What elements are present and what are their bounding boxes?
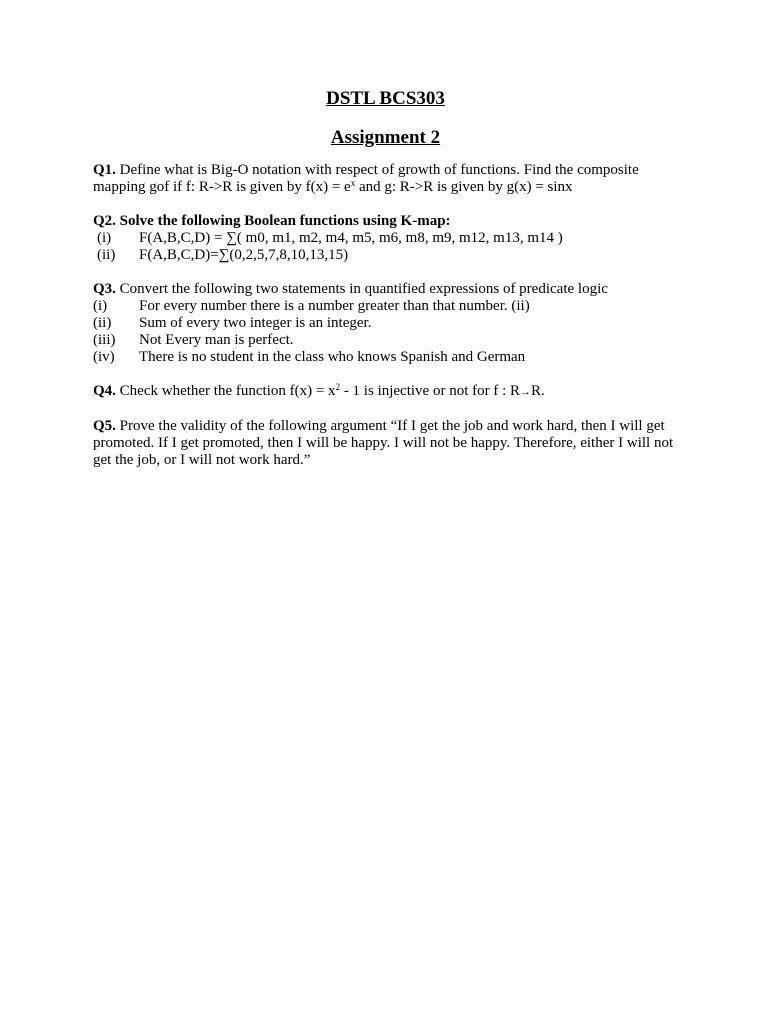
question-5-label: Q5. (93, 418, 116, 434)
question-4-label: Q4. (93, 383, 116, 399)
question-1-body-a: Define what is Big-O notation with respect of growth of functions. Find the composite mapping gof if f: R->R is given by f(x) = e (93, 162, 639, 195)
question-3-text (93, 281, 678, 298)
question-2-item (93, 247, 678, 264)
question-3-item (93, 298, 678, 315)
question-2 (93, 213, 678, 264)
question-4 (93, 383, 678, 401)
question-4-body-a: Check whether the function f(x) = x (115, 383, 336, 399)
question-5 (93, 418, 678, 469)
question-1-label: Q1. (93, 162, 116, 178)
question-3-label: Q3. (93, 281, 116, 297)
assignment-title: Assignment 2 (330, 127, 441, 148)
question-3-item (93, 315, 678, 332)
question-5-text (93, 418, 678, 469)
question-1-body-b: and g: R->R is given by g(x) = sinx (355, 179, 573, 195)
question-2-item (93, 230, 678, 247)
question-1-text (93, 162, 678, 196)
item-text: F(A,B,C,D) = ∑( m0, m1, m2, m4, m5, m6, m8, m9, m12, m13, m14 ) (139, 230, 563, 246)
item-text: There is no student in the class who knows Spanish and German (139, 349, 526, 365)
course-title: DSTL BCS303 (326, 88, 445, 109)
question-3 (93, 281, 678, 366)
question-3-item (93, 349, 678, 366)
item-number: (iii) (93, 332, 116, 348)
question-3-item (93, 332, 678, 349)
item-text: Not Every man is perfect. (139, 332, 294, 348)
item-text: Sum of every two integer is an integer. (139, 315, 372, 331)
item-number: (i) (97, 230, 112, 246)
question-2-heading: Q2. Solve the following Boolean functions using K-map: (93, 213, 451, 229)
item-number: (ii) (93, 315, 112, 331)
item-text: F(A,B,C,D)=∑(0,2,5,7,8,10,13,15) (139, 247, 349, 263)
question-4-text (93, 383, 678, 401)
question-1 (93, 162, 678, 196)
item-number: (ii) (97, 247, 116, 263)
question-4-body-c: R. (531, 383, 545, 399)
question-1-superscript: x (350, 178, 356, 188)
right-arrow-icon: → (520, 386, 532, 398)
question-4-body-b: - 1 is injective or not for f : R (340, 383, 521, 399)
question-4-superscript: 2 (335, 382, 341, 392)
question-5-body: Prove the validity of the following argument “If I get the job and work hard, then I will get promoted. If I get promoted, then I will be happy. I will not be happy. Therefore, either I will not get the job, or I will not work hard.” (93, 418, 674, 468)
item-number: (i) (93, 298, 108, 314)
item-number: (iv) (93, 349, 115, 365)
item-text: For every number there is a number greater than that number. (ii) (139, 298, 530, 314)
question-3-body: Convert the following two statements in quantified expressions of predicate logic (115, 281, 608, 297)
